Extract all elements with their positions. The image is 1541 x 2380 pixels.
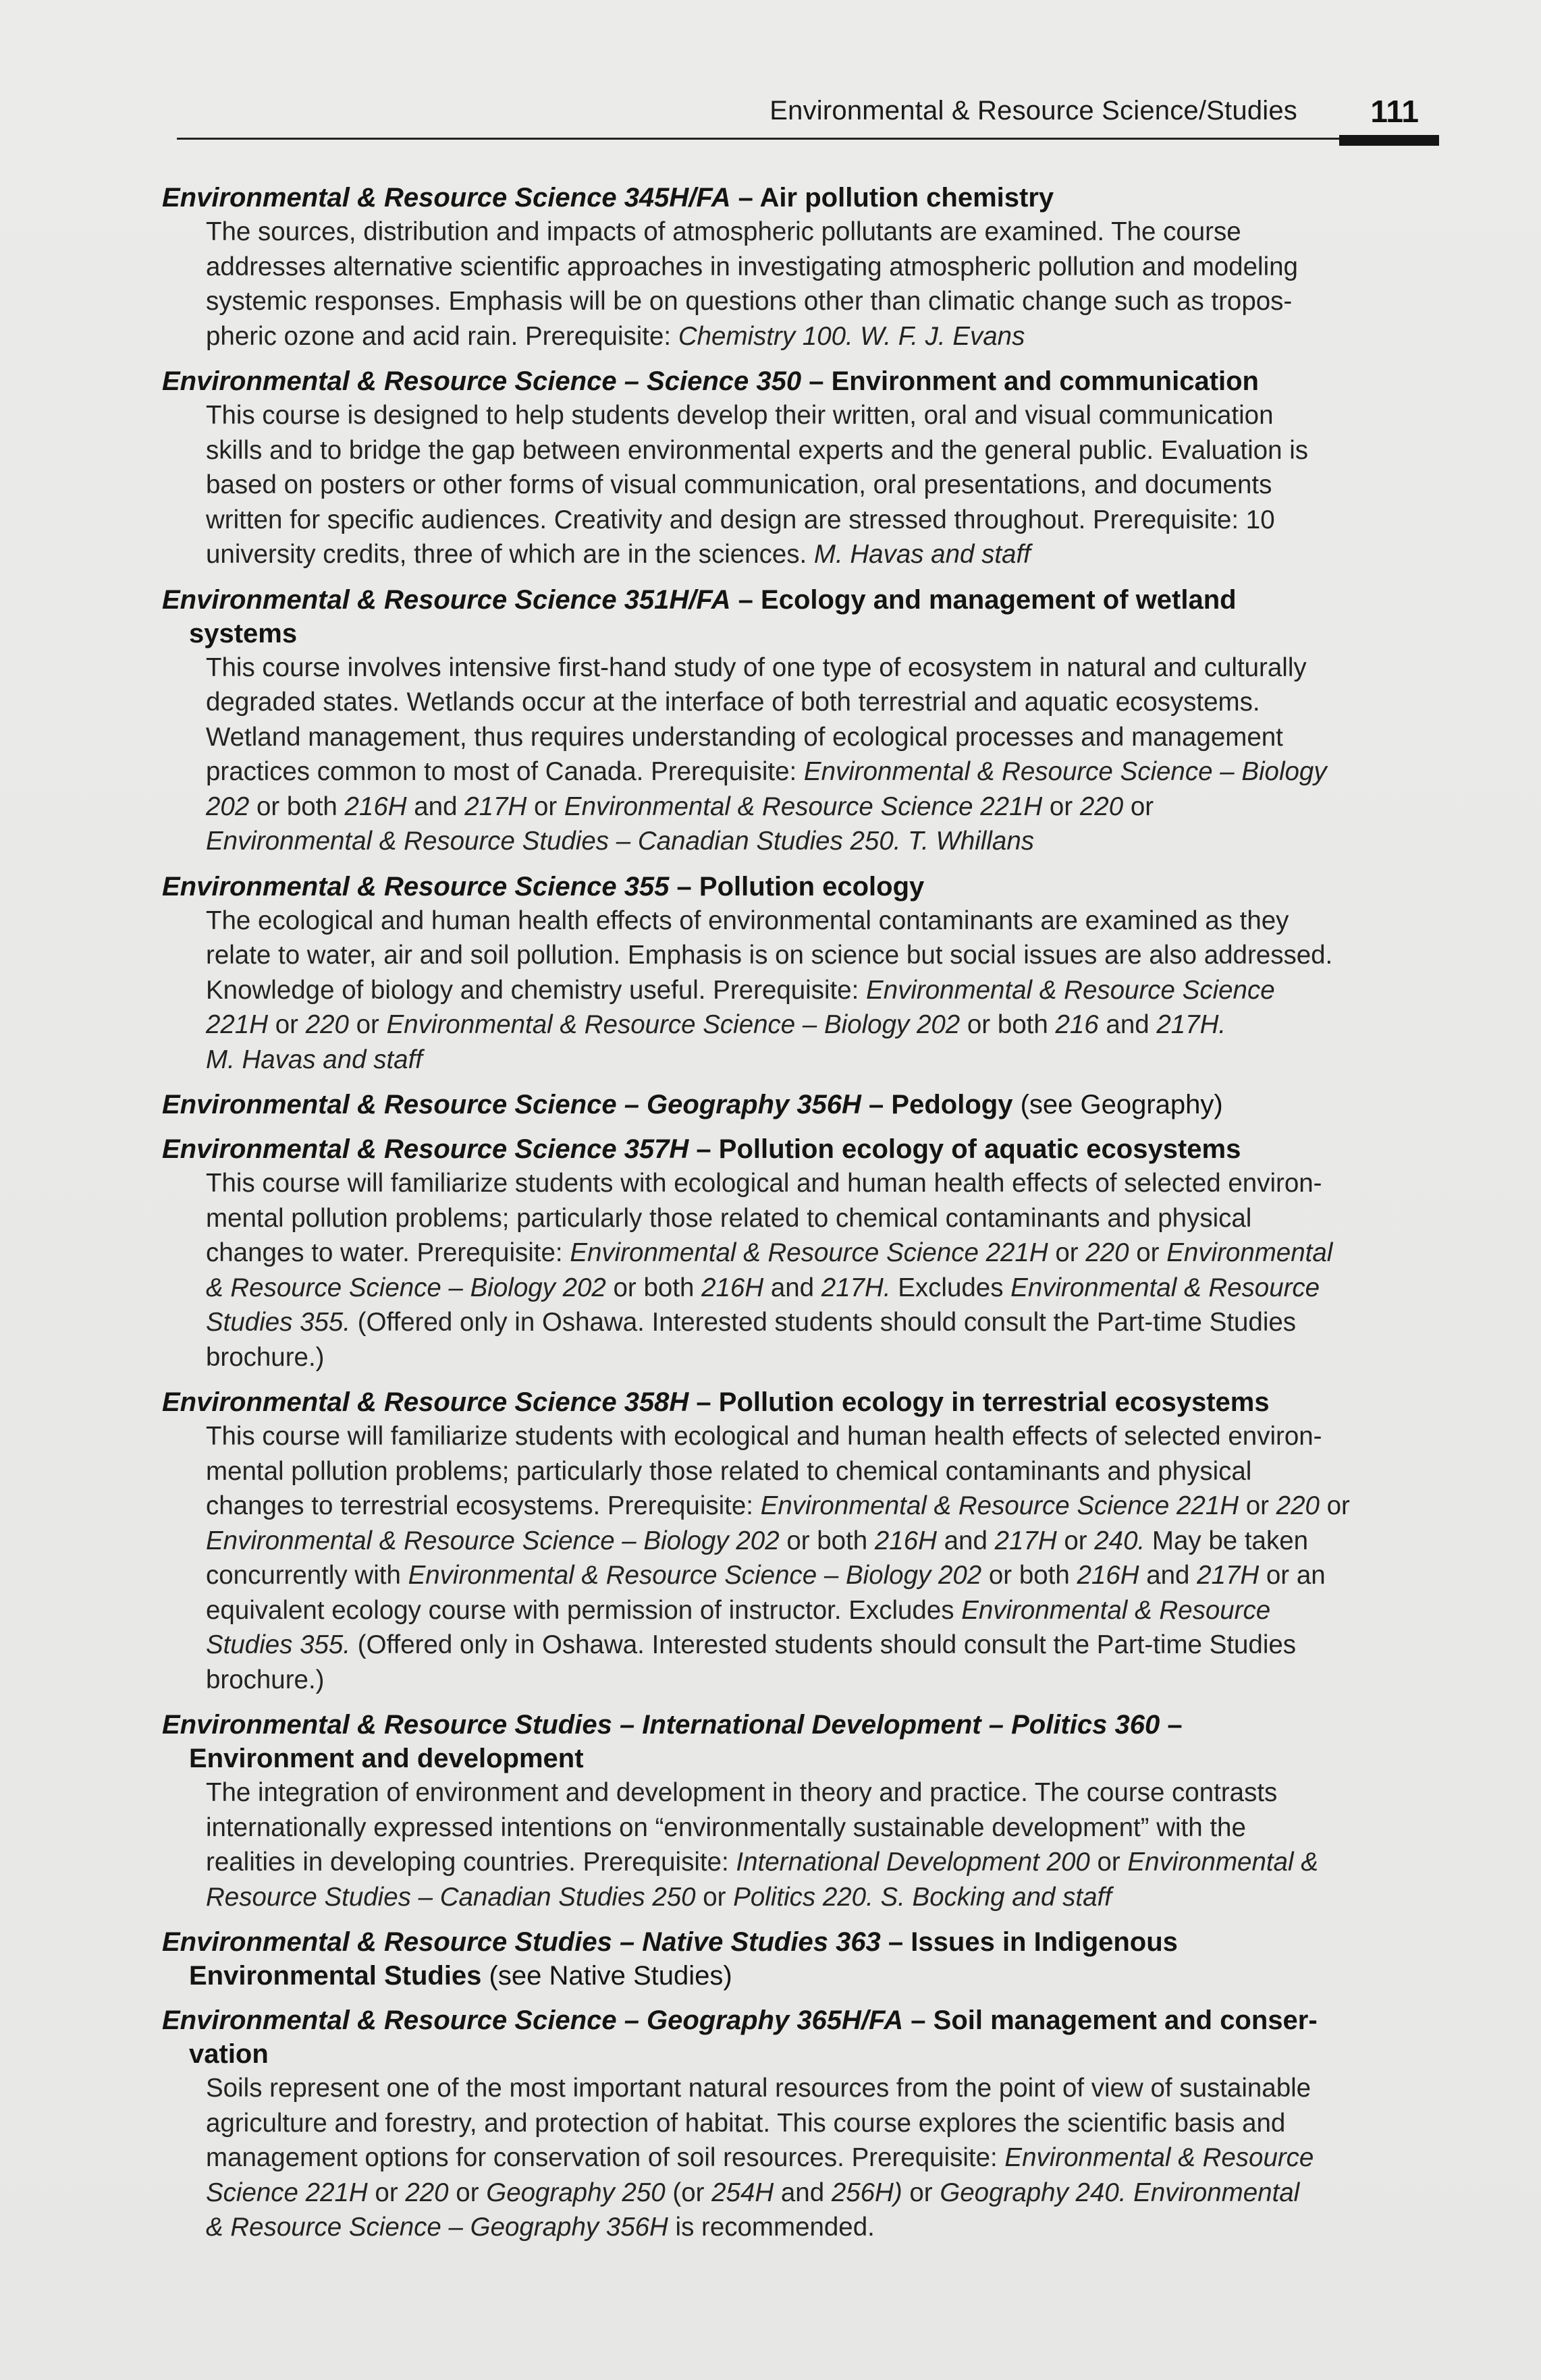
italic-reference: 256H): [831, 2178, 902, 2207]
description-line: Resource Studies – Canadian Studies 250 or Politics 220. S. Bocking and staff: [206, 1882, 1112, 1912]
italic-reference: Studies 355.: [206, 1630, 351, 1659]
italic-reference: Politics 220. S. Bocking and staff: [733, 1882, 1112, 1912]
description-line: Studies 355. (Offered only in Oshawa. Interested students should consult the Part-time Studies: [206, 1630, 1297, 1659]
description-line: systemic responses. Emphasis will be on questions other than climatic change such as tropos-: [206, 287, 1293, 316]
description-line: This course involves intensive first-hand study of one type of ecosystem in natural and culturally: [206, 653, 1307, 682]
course-name-continued: Environment and development: [189, 1744, 584, 1773]
course-entry: [162, 870, 1431, 1078]
italic-reference: Science 221H: [206, 2178, 368, 2207]
description-line: Soils represent one of the most important natural resources from the point of view of sustainable: [206, 2074, 1312, 2103]
description-line: The ecological and human health effects of environmental contaminants are examined as they: [206, 906, 1289, 935]
title-separator: –: [730, 584, 761, 615]
course-entry: [162, 1132, 1431, 1375]
italic-reference: & Resource Science – Biology 202: [206, 1273, 606, 1302]
course-title: [162, 583, 1431, 651]
italic-reference: Environmental & Resource Science 221H: [760, 1491, 1239, 1520]
course-code: Environmental & Resource Science 355: [162, 871, 670, 902]
italic-reference: 217H.: [821, 1273, 891, 1302]
title-separator: –: [861, 1090, 892, 1119]
description-line: This course will familiarize students with ecological and human health effects of selected environ-: [206, 1422, 1322, 1451]
description-line: practices common to most of Canada. Prerequisite: Environmental & Resource Science – Biology: [206, 757, 1327, 786]
description-line: degraded states. Wetlands occur at the interface of both terrestrial and aquatic ecosystems.: [206, 688, 1260, 717]
course-title: [162, 1132, 1431, 1166]
header-tab-marker: [1339, 135, 1439, 146]
description-line: 202 or both 216H and 217H or Environmental & Resource Science 221H or 220 or: [206, 792, 1154, 821]
title-separator: –: [730, 183, 760, 213]
course-description: [162, 1775, 1431, 1914]
description-line: The sources, distribution and impacts of atmospheric pollutants are examined. The course: [206, 217, 1241, 246]
italic-reference: Chemistry 100. W. F. J. Evans: [678, 321, 1025, 351]
course-description: [162, 398, 1431, 572]
description-line: This course is designed to help students develop their written, oral and visual communication: [206, 401, 1274, 430]
description-line: brochure.): [206, 1665, 325, 1694]
course-name: Pollution ecology: [699, 871, 925, 902]
description-line: relate to water, air and soil pollution. Emphasis is on science but social issues are also addressed.: [206, 941, 1333, 970]
italic-reference: 217H: [994, 1526, 1057, 1555]
italic-reference: Studies 355.: [206, 1308, 351, 1337]
running-head: Environmental & Resource Science/Studies: [769, 96, 1297, 126]
course-listing: [162, 181, 1431, 2256]
description-line: This course will familiarize students with ecological and human health effects of selected environ-: [206, 1169, 1322, 1198]
course-entry: [162, 1708, 1431, 1914]
title-separator: –: [801, 366, 832, 396]
title-separator: –: [880, 1927, 911, 1957]
italic-reference: 220: [1079, 792, 1124, 821]
italic-reference: 254H: [711, 2178, 774, 2207]
description-line: & Resource Science – Geography 356H is recommended.: [206, 2213, 875, 2242]
description-line: [206, 824, 1431, 859]
italic-reference: International Development 200: [736, 1848, 1090, 1877]
italic-reference: 217H: [1197, 1561, 1260, 1590]
description-line: based on posters or other forms of visual communication, oral presentations, and documents: [206, 470, 1272, 499]
course-title: [162, 1088, 1431, 1122]
description-line: addresses alternative scientific approaches in investigating atmospheric pollution and modeling: [206, 252, 1298, 281]
course-title: [162, 1708, 1431, 1775]
course-name-continued: Environmental Studies (see Native Studies): [189, 1961, 732, 1991]
course-code: Environmental & Resource Science 357H: [162, 1134, 689, 1164]
description-line: equivalent ecology course with permission of instructor. Excludes Environmental & Resource: [206, 1595, 1271, 1625]
header-rule: [177, 138, 1378, 140]
course-entry: [162, 583, 1431, 859]
italic-reference: Environmental & Resource Science – Biology 202: [386, 1010, 961, 1039]
description-line: 221H or 220 or Environmental & Resource Science – Biology 202 or both 216 and 217H.: [206, 1010, 1226, 1039]
title-separator: –: [669, 871, 699, 902]
description-line: Knowledge of biology and chemistry useful. Prerequisite: Environmental & Resource Science: [206, 975, 1275, 1005]
italic-reference: 216H: [701, 1273, 764, 1302]
course-title: [162, 181, 1431, 215]
course-title: [162, 870, 1431, 904]
course-name: Ecology and management of wetland: [761, 584, 1237, 615]
description-line: [206, 1043, 1431, 1078]
course-name: Pollution ecology of aquatic ecosystems: [718, 1134, 1241, 1164]
italic-reference: 216H: [344, 792, 407, 821]
description-line: changes to terrestrial ecosystems. Prerequisite: Environmental & Resource Science 221H or 220 or: [206, 1491, 1350, 1520]
course-name: Issues in Indigenous: [911, 1927, 1178, 1957]
page-header: [177, 88, 1439, 148]
italic-reference: 217H.: [1156, 1010, 1226, 1039]
course-description: [162, 1419, 1431, 1697]
title-separator: –: [1160, 1710, 1183, 1740]
course-entry: [162, 1088, 1431, 1122]
description-line: changes to water. Prerequisite: Environmental & Resource Science 221H or 220 or Environmental: [206, 1238, 1333, 1267]
description-line: concurrently with Environmental & Resource Science – Biology 202 or both 216H and 217H or an: [206, 1561, 1326, 1590]
description-line: Studies 355. (Offered only in Oshawa. Interested students should consult the Part-time Studies: [206, 1308, 1297, 1337]
course-code: Environmental & Resource Science – Geography 356H: [162, 1090, 861, 1119]
course-name: Pedology: [891, 1090, 1013, 1119]
see-reference: (see Native Studies): [481, 1961, 732, 1991]
description-line: skills and to bridge the gap between environmental experts and the general public. Evaluation is: [206, 435, 1308, 465]
course-title: [162, 364, 1431, 398]
italic-reference: 202: [206, 792, 250, 821]
course-code: Environmental & Resource Science 358H: [162, 1387, 689, 1417]
course-name: Soil management and conser-: [933, 2005, 1318, 2035]
description-line: Science 221H or 220 or Geography 250 (or 254H and 256H) or Geography 240. Environmental: [206, 2178, 1300, 2207]
title-separator: –: [688, 1134, 719, 1164]
course-description: [162, 1166, 1431, 1375]
description-line: The integration of environment and development in theory and practice. The course contrasts: [206, 1778, 1278, 1807]
course-code: Environmental & Resource Science 351H/FA: [162, 584, 731, 615]
italic-reference: 240.: [1094, 1526, 1145, 1555]
italic-reference: Environmental & Resource: [1004, 2143, 1314, 2172]
course-description: [162, 904, 1431, 1078]
description-line: mental pollution problems; particularly those related to chemical contaminants and physical: [206, 1456, 1252, 1486]
description-line: internationally expressed intentions on “environmentally sustainable development” with the: [206, 1812, 1246, 1842]
description-line: Wetland management, thus requires understanding of ecological processes and management: [206, 722, 1283, 752]
course-description: [162, 651, 1431, 859]
course-code: Environmental & Resource Studies – International Development – Politics 360: [162, 1710, 1160, 1740]
page-number: 111: [1370, 94, 1419, 129]
italic-reference: Environmental &: [1127, 1848, 1318, 1877]
course-entry: [162, 2003, 1431, 2245]
course-title: [162, 1925, 1431, 1993]
italic-reference: Environmental & Resource Studies – Canadian Studies 250. T. Whillans: [206, 827, 1034, 856]
italic-reference: 216H: [874, 1526, 937, 1555]
course-entry: [162, 1385, 1431, 1697]
title-separator: –: [903, 2005, 934, 2035]
course-code: Environmental & Resource Science – Geography 365H/FA: [162, 2005, 904, 2035]
italic-reference: Environmental & Resource Science: [866, 975, 1275, 1005]
course-title: [162, 1385, 1431, 1419]
course-description: [162, 215, 1431, 354]
course-entry: [162, 181, 1431, 354]
italic-reference: 220: [405, 2178, 449, 2207]
italic-reference: & Resource Science – Geography 356H: [206, 2213, 668, 2242]
course-entry: [162, 364, 1431, 572]
see-reference: (see Geography): [1012, 1090, 1223, 1119]
italic-reference: Environmental & Resource: [1010, 1273, 1320, 1302]
italic-reference: Environmental & Resource Science – Biology 202: [206, 1526, 780, 1555]
course-code: Environmental & Resource Science – Science 350: [162, 366, 802, 396]
course-name: Air pollution chemistry: [759, 183, 1054, 213]
italic-reference: Environmental & Resource Science 221H: [570, 1238, 1048, 1267]
italic-reference: Environmental: [1166, 1238, 1333, 1267]
course-title: [162, 2003, 1431, 2071]
description-line: Environmental & Resource Science – Biology 202 or both 216H and 217H or 240. May be taken: [206, 1526, 1309, 1555]
title-separator: –: [688, 1387, 719, 1417]
description-line: written for specific audiences. Creativity and design are stressed throughout. Prerequisite: 10: [206, 505, 1275, 534]
italic-reference: Geography 250: [486, 2178, 666, 2207]
description-line: agriculture and forestry, and protection of habitat. This course explores the scientific basis and: [206, 2108, 1286, 2138]
description-line: & Resource Science – Biology 202 or both 216H and 217H. Excludes Environmental & Resource: [206, 1273, 1320, 1302]
italic-reference: Geography 240. Environmental: [940, 2178, 1300, 2207]
italic-reference: M. Havas and staff: [813, 540, 1031, 569]
italic-reference: 217H: [464, 792, 527, 821]
italic-reference: Environmental & Resource Science – Biology: [803, 757, 1327, 786]
italic-reference: 216H: [1077, 1561, 1139, 1590]
description-line: university credits, three of which are in the sciences. M. Havas and staff: [206, 540, 1031, 569]
italic-reference: Environmental & Resource Science 221H: [564, 792, 1043, 821]
italic-reference: M. Havas and staff: [206, 1045, 423, 1074]
description-line: pheric ozone and acid rain. Prerequisite: Chemistry 100. W. F. J. Evans: [206, 321, 1025, 351]
italic-reference: 216: [1055, 1010, 1099, 1039]
italic-reference: 220: [1085, 1238, 1129, 1267]
course-name: Pollution ecology in terrestrial ecosystems: [718, 1387, 1270, 1417]
course-name: Environment and communication: [831, 366, 1259, 396]
course-code: Environmental & Resource Science 345H/FA: [162, 183, 731, 213]
italic-reference: 220: [305, 1010, 349, 1039]
course-name-continued: vation: [189, 2039, 269, 2069]
italic-reference: Environmental & Resource: [961, 1595, 1271, 1625]
description-line: realities in developing countries. Prerequisite: International Development 200 or Environmental &: [206, 1848, 1318, 1877]
italic-reference: 221H: [206, 1010, 269, 1039]
description-line: brochure.): [206, 1342, 325, 1372]
course-code: Environmental & Resource Studies – Native Studies 363: [162, 1927, 881, 1957]
description-line: mental pollution problems; particularly those related to chemical contaminants and physical: [206, 1203, 1252, 1233]
description-line: management options for conservation of soil resources. Prerequisite: Environmental & Resource: [206, 2143, 1314, 2172]
italic-reference: Resource Studies – Canadian Studies 250: [206, 1882, 696, 1912]
italic-reference: Environmental & Resource Science – Biology 202: [408, 1561, 982, 1590]
course-entry: [162, 1925, 1431, 1993]
italic-reference: 220: [1276, 1491, 1320, 1520]
course-name-continued: systems: [189, 618, 298, 648]
course-description: [162, 2071, 1431, 2245]
